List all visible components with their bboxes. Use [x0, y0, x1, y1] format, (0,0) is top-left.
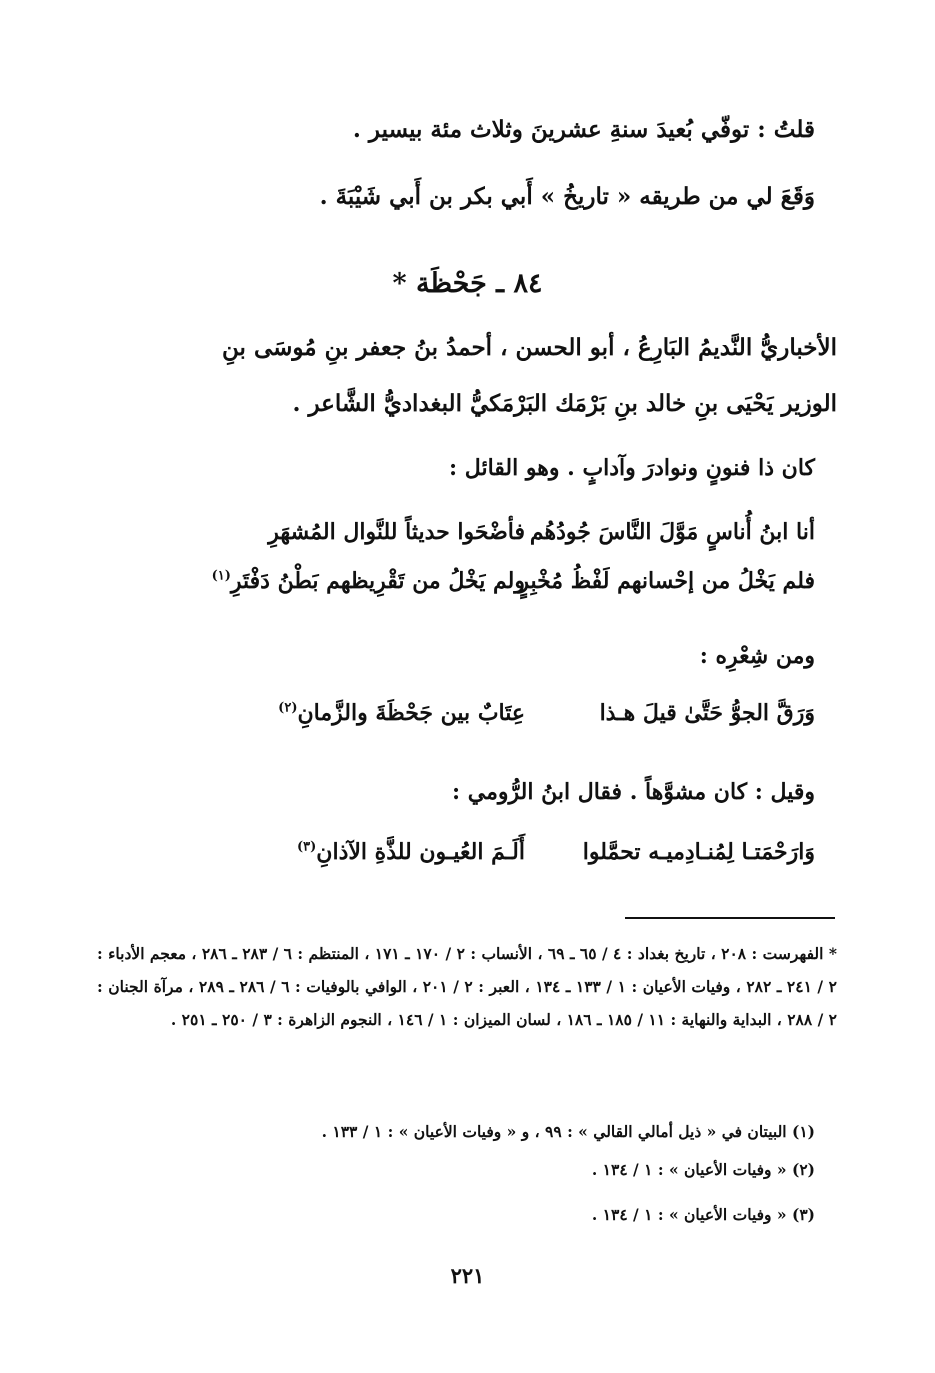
verse-2-left-text: عِتَابٌ بين جَحْظَةَ والزَّمانِ	[297, 700, 525, 726]
verse-1b-left-text: ولم يَخْلُ من تَقْرِيظهم بَطْنُ دَفْتَرِ	[230, 568, 525, 594]
footnote-sources: * الفهرست : ٢٠٨ ، تاريخ بغداد : ٤ / ٦٥ ـ ٦٩ ، الأنساب : ٢ / ١٧٠ ـ ١٧١ ، المنتظم : ٦ / ٢٨٣ ـ ٢٨٦ ، معجم الأدباء : ٢ / ٢٤١ ـ ٢٨٢ ، وفيات الأعيان : ١ / ١٣٣ ـ ١٣٤ ، العبر : ٢ / ٢٠١ ، الوافي بالوفيات : ٦ / ٢٨٦ ـ ٢٨٩ ، مرآة الجنان : ٢ / ٢٨٨ ، البداية والنهاية : ١١ / ١٨٥ ـ ١٨٦ ، لسان الميزان : ١ / ١٤٦ ، النجوم الزاهرة : ٣ / ٢٥٠ ـ ٢٥١ .	[97, 944, 837, 1029]
verse-1a-left-hemistich: فأضْحَوا حديثاً للنَّوال المُشهَرِ	[268, 519, 525, 545]
intro-line-1: قلتُ : توفّي بُعيدَ سنةِ عشرينَ وثلاث مئة بيسير .	[352, 116, 815, 143]
footnote-marker-2: (٢)	[278, 700, 298, 716]
footnote-separator	[625, 917, 835, 919]
intro-line-2: وَقَعَ لي من طريقه « تاريخُ » أَبي بكر بن أَبي شَيْبَةَ .	[319, 183, 815, 210]
footnote-3: (٣) « وفيات الأعيان » : ١ / ١٣٤ .	[591, 1205, 815, 1224]
footnote-1: (١) البيتان في « ذيل أمالي القالي » : ٩٩ ، و « وفيات الأعيان » : ١ / ١٣٣ .	[321, 1122, 815, 1141]
prose-line-3: وقيل : كان مشوَّهاً . فقال ابنُ الرُّومي :	[451, 779, 815, 805]
verse-3-left-text: أَلَـمَ العُيـون للذَّةِ الآذانِ	[316, 839, 525, 865]
page-number: ٢٢١	[450, 1263, 485, 1288]
verse-1a-right-hemistich: أنا ابنُ أُناسٍ مَوَّلَ النَّاسَ جُودُهُم	[529, 519, 815, 545]
prose-line-1: كان ذا فنونٍ ونوادرَ وآدابٍ . وهو القائل :	[449, 455, 815, 481]
verse-1b-right-hemistich: فلم يَخْلُ من إحْسانهم لَفْظُ مُخْبِرٍ	[518, 568, 815, 594]
verse-2-left-hemistich	[278, 700, 525, 726]
entry-heading: ٨٤ ـ جَحْظَة *	[392, 268, 543, 299]
footnote-marker-3: (٣)	[297, 839, 317, 855]
verse-3-right-hemistich: وَارَحْمَتـا لِمُنـادِميـه تحمَّلوا	[582, 839, 815, 865]
verse-3-left-hemistich	[297, 839, 525, 865]
verse-2-right-hemistich: وَرَقَّ الجوُّ حَتَّىٰ قيلَ هـذا	[599, 700, 815, 726]
prose-line-2: ومن شِعْرِه :	[699, 643, 815, 669]
verse-1b-left-hemistich	[212, 568, 525, 594]
bio-line-2: الوزير يَحْيَى بنِ خالد بنِ بَرْمَك البَرْمَكيُّ البغداديُّ الشَّاعر .	[292, 390, 837, 417]
footnote-2: (٢) « وفيات الأعيان » : ١ / ١٣٤ .	[591, 1160, 815, 1179]
footnote-marker-1: (١)	[211, 568, 231, 584]
bio-line-1: الأخباريُّ النَّديمُ البَارِعُ ، أبو الحسن ، أحمدُ بنُ جعفر بنِ مُوسَى بنِ	[222, 334, 837, 361]
